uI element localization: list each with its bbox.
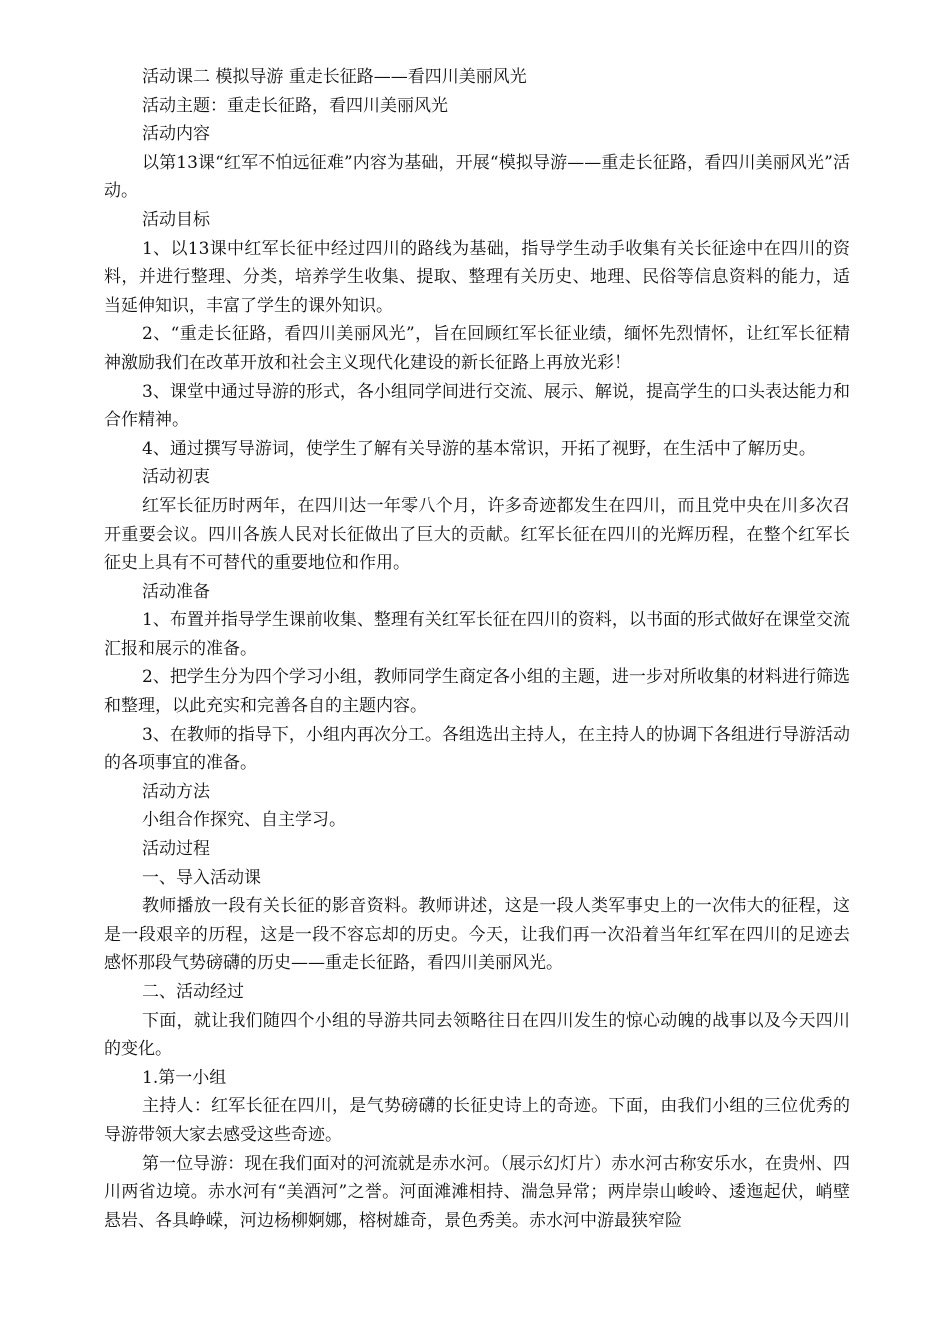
section-heading-content: 活动内容 bbox=[142, 124, 210, 145]
process-step-2-paragraph: 下面，就让我们随四个小组的导游共同去领略往日在四川发生的惊心动魄的战事以及今天四川的变化。 bbox=[104, 1010, 850, 1060]
section-heading-goals: 活动目标 bbox=[142, 209, 210, 230]
section-heading-preparation: 活动准备 bbox=[142, 581, 210, 602]
first-guide-paragraph: 第一位导游：现在我们面对的河流就是赤水河。（展示幻灯片）赤水河古称安乐水，在贵州、四川两省边境。赤水河有“美酒河”之誉。河面滩滩相持、湍急异常；两岸崇山峻岭、逶迤起伏，峭壁悬岩、各具峥嵘，河边杨柳婀娜，榕树雄奇，景色秀美。赤水河中游最狭窄险 bbox=[104, 1153, 850, 1231]
section-heading-intent: 活动初衷 bbox=[142, 467, 210, 488]
document-body bbox=[104, 63, 850, 1235]
goal-item-2: 2、“重走长征路，看四川美丽风光”，旨在回顾红军长征业绩，缅怀先烈情怀，让红军长征精神激励我们在改革开放和社会主义现代化建设的新长征路上再放光彩！ bbox=[104, 324, 850, 373]
preparation-item-3: 3、在教师的指导下，小组内再次分工。各组选出主持人，在主持人的协调下各组进行导游活动的各项事宜的准备。 bbox=[104, 724, 850, 774]
activity-theme: 活动主题：重走长征路，看四川美丽风光 bbox=[142, 95, 448, 116]
section-heading-process: 活动过程 bbox=[142, 839, 210, 860]
intent-paragraph: 红军长征历时两年，在四川达一年零八个月，许多奇迹都发生在四川，而且党中央在川多次召开重要会议。四川各族人民对长征做出了巨大的贡献。红军长征在四川的光辉历程，在整个红军长征史上具有不可替代的重要地位和作用。 bbox=[104, 495, 850, 574]
goal-item-1: 1、以13课中红军长征中经过四川的路线为基础，指导学生动手收集有关长征途中在四川的资料，并进行整理、分类，培养学生收集、提取、整理有关历史、地理、民俗等信息资料的能力，适当延伸知识，丰富了学生的课外知识。 bbox=[104, 238, 850, 316]
process-step-2-heading: 二、活动经过 bbox=[142, 982, 244, 1002]
section-heading-method: 活动方法 bbox=[142, 781, 210, 802]
process-step-1-heading: 一、导入活动课 bbox=[142, 867, 261, 888]
process-step-1-paragraph: 教师播放一段有关长征的影音资料。教师讲述，这是一段人类军事史上的一次伟大的征程，这是一段艰辛的历程，这是一段不容忘却的历史。今天，让我们再一次沿着当年红军在四川的足迹去感怀那段气势磅礴的历史——重走长征路，看四川美丽风光。 bbox=[104, 896, 850, 974]
preparation-item-1: 1、布置并指导学生课前收集、整理有关红军长征在四川的资料，以书面的形式做好在课堂交流汇报和展示的准备。 bbox=[104, 610, 850, 659]
content-paragraph: 以第13课“红军不怕远征难”内容为基础，开展“模拟导游——重走长征路，看四川美丽风光”活动。 bbox=[104, 152, 850, 202]
method-paragraph: 小组合作探究、自主学习。 bbox=[142, 810, 346, 831]
activity-title: 活动课二 模拟导游 重走长征路——看四川美丽风光 bbox=[142, 67, 527, 87]
preparation-item-2: 2、把学生分为四个学习小组，教师同学生商定各小组的主题，进一步对所收集的材料进行筛选和整理，以此充实和完善各自的主题内容。 bbox=[104, 667, 850, 717]
goal-item-4: 4、通过撰写导游词，使学生了解有关导游的基本常识，开拓了视野，在生活中了解历史。 bbox=[142, 438, 816, 459]
host-paragraph: 主持人：红军长征在四川，是气势磅礴的长征史诗上的奇迹。下面，由我们小组的三位优秀的导游带领大家去感受这些奇迹。 bbox=[104, 1096, 850, 1145]
goal-item-3: 3、课堂中通过导游的形式，各小组同学间进行交流、展示、解说，提高学生的口头表达能力和合作精神。 bbox=[104, 381, 850, 431]
group-1-heading: 1.第一小组 bbox=[142, 1067, 227, 1088]
